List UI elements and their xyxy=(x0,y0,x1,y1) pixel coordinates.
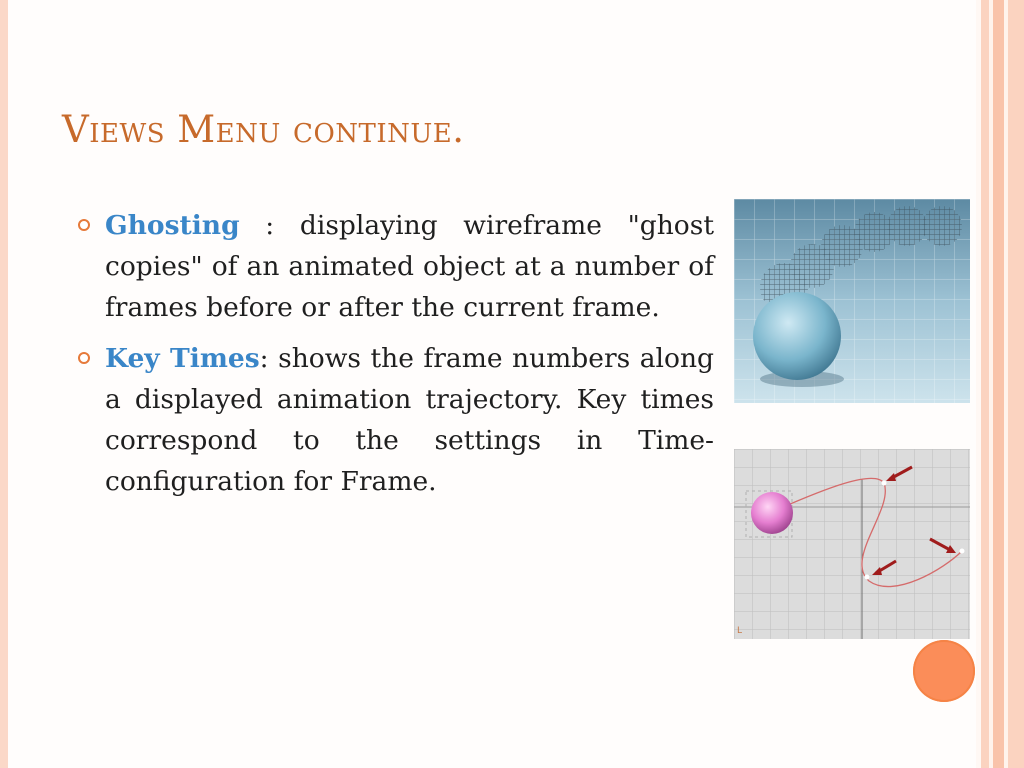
accent-circle-decoration xyxy=(913,640,975,702)
bullet-text: : shows the frame numbers along a displayed animation trajectory. Key times correspond to the settings in Time-configuration for Frame. xyxy=(105,343,714,497)
svg-text:L: L xyxy=(737,626,743,636)
slide-title: Views Menu continue. xyxy=(62,108,465,151)
bullet-marker-icon xyxy=(78,219,90,231)
bullet-item-ghosting xyxy=(78,205,714,328)
bullet-term: Ghosting xyxy=(105,210,240,241)
bullet-item-key-times xyxy=(78,338,714,502)
ghosting-image xyxy=(734,199,970,403)
bullet-marker-icon xyxy=(78,352,90,364)
bullet-list xyxy=(78,205,714,512)
key-times-image xyxy=(734,449,970,639)
bullet-term: Key Times xyxy=(105,343,260,374)
right-stripes-decoration xyxy=(976,0,1024,768)
bullet-text: : displaying wireframe "ghost copies" of an animated object at a number of frames before or after the current frame. xyxy=(105,210,714,323)
